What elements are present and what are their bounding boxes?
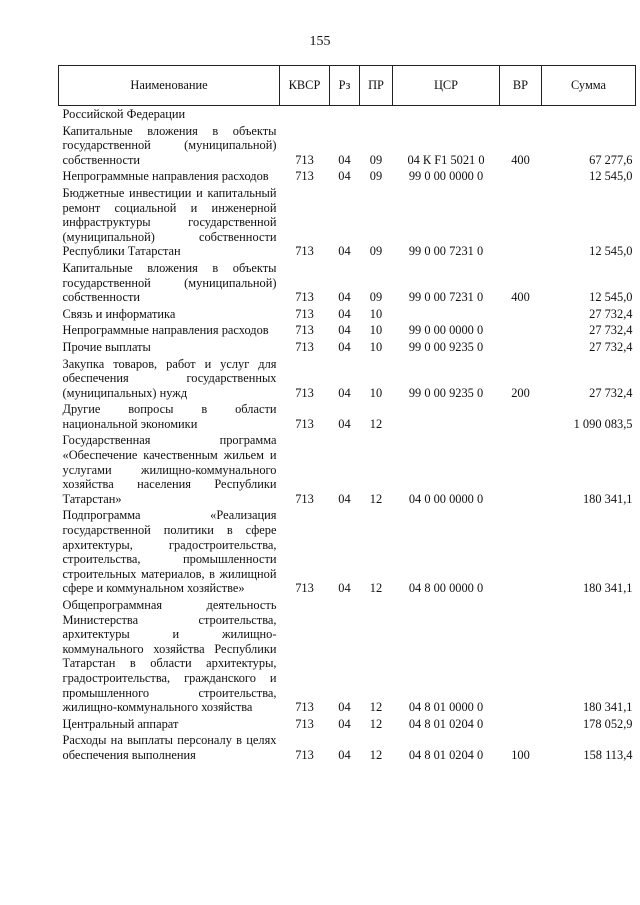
cell-rz: 04 [338, 339, 351, 354]
cell-kvsr: 713 [295, 152, 314, 167]
cell-csr: 99 0 00 9235 0 [408, 385, 484, 400]
header-sum: Сумма [542, 66, 636, 106]
cell-rz: 04 [338, 416, 351, 431]
header-vr: ВР [500, 66, 542, 106]
table-row [59, 732, 636, 763]
cell-sum: 12 545,0 [589, 290, 633, 305]
table-row [59, 401, 636, 432]
table-row [59, 306, 636, 323]
cell-name: Центральный аппарат [62, 716, 179, 731]
cell-rz [330, 106, 360, 123]
cell-vr [500, 716, 542, 733]
cell-name: Расходы на выплаты персоналу в целях обеспечения выполнения [62, 733, 277, 762]
header-rz: Рз [330, 66, 360, 106]
cell-pr: 12 [369, 581, 383, 596]
cell-vr: 400 [511, 290, 530, 305]
cell-sum: 178 052,9 [582, 716, 633, 731]
header-kvsr: КВСР [280, 66, 330, 106]
table-body [59, 106, 636, 764]
cell-sum: 12 545,0 [589, 169, 633, 184]
cell-csr [393, 106, 500, 123]
cell-sum: 180 341,1 [582, 700, 633, 715]
cell-name: Подпрограмма «Реализация государственной политики в сфере архитектуры, градостроительства, строительства, промышленности строительных материалов, в жилищной сфере и коммунальном хозяйстве» [62, 508, 277, 596]
cell-pr: 09 [369, 169, 383, 184]
cell-sum: 27 732,4 [589, 339, 633, 354]
cell-kvsr: 713 [295, 747, 314, 762]
table-row [59, 123, 636, 169]
table-row [59, 716, 636, 733]
cell-rz: 04 [338, 716, 351, 731]
cell-vr [500, 306, 542, 323]
cell-vr [500, 432, 542, 507]
cell-name: Капитальные вложения в объекты государственной (муниципальной) собственности [62, 123, 277, 167]
cell-sum: 27 732,4 [589, 323, 633, 338]
table-row [59, 185, 636, 260]
cell-vr: 100 [511, 747, 530, 762]
cell-vr [500, 597, 542, 716]
cell-rz: 04 [338, 152, 351, 167]
cell-csr: 04 8 01 0000 0 [408, 700, 484, 715]
cell-rz: 04 [338, 290, 351, 305]
cell-rz: 04 [338, 700, 351, 715]
budget-table [58, 65, 636, 764]
cell-kvsr: 713 [295, 169, 314, 184]
cell-pr: 10 [369, 339, 383, 354]
cell-kvsr: 713 [295, 491, 314, 506]
cell-csr: 99 0 00 7231 0 [408, 244, 484, 259]
cell-vr: 200 [511, 385, 530, 400]
cell-pr: 12 [369, 747, 383, 762]
cell-csr: 04 8 00 0000 0 [408, 581, 484, 596]
cell-kvsr: 713 [295, 306, 314, 321]
cell-pr: 12 [369, 716, 383, 731]
cell-sum: 1 090 083,5 [573, 416, 633, 431]
cell-name: Непрограммные направления расходов [62, 169, 269, 184]
table-row [59, 322, 636, 339]
cell-name: Связь и информатика [62, 306, 176, 321]
cell-sum: 27 732,4 [589, 306, 633, 321]
cell-name: Прочие выплаты [62, 339, 151, 354]
table-row [59, 168, 636, 185]
header-pr: ПР [360, 66, 393, 106]
cell-sum: 12 545,0 [589, 244, 633, 259]
cell-vr [500, 401, 542, 432]
cell-sum [542, 106, 636, 123]
cell-kvsr: 713 [295, 290, 314, 305]
page-number: 155 [309, 34, 331, 49]
table-row [59, 507, 636, 597]
cell-name: Другие вопросы в области национальной экономики [62, 402, 277, 431]
cell-rz: 04 [338, 306, 351, 321]
cell-pr: 12 [369, 700, 383, 715]
cell-kvsr: 713 [295, 700, 314, 715]
table-row [59, 260, 636, 306]
cell-name: Государственная программа «Обеспечение качественным жильем и услугами жилищно-коммунального хозяйства населения Республики Татарстан» [62, 433, 277, 506]
cell-kvsr: 713 [295, 339, 314, 354]
cell-sum: 158 113,4 [583, 747, 633, 762]
cell-csr: 99 0 00 0000 0 [408, 323, 484, 338]
cell-csr: 04 8 01 0204 0 [408, 747, 484, 762]
cell-pr: 09 [369, 290, 383, 305]
cell-pr: 09 [369, 152, 383, 167]
cell-rz: 04 [338, 491, 351, 506]
cell-kvsr: 713 [295, 244, 314, 259]
cell-csr: 99 0 00 0000 0 [408, 169, 484, 184]
cell-kvsr [280, 106, 330, 123]
table-row [59, 339, 636, 356]
cell-name: Закупка товаров, работ и услуг для обеспечения государственных (муниципальных) нужд [62, 356, 277, 400]
cell-kvsr: 713 [295, 716, 314, 731]
cell-rz: 04 [338, 323, 351, 338]
cell-name: Российской Федерации [62, 107, 186, 121]
table-row [59, 597, 636, 716]
cell-csr: 99 0 00 9235 0 [408, 339, 484, 354]
cell-vr [500, 339, 542, 356]
cell-kvsr: 713 [295, 416, 314, 431]
cell-kvsr: 713 [295, 581, 314, 596]
cell-csr [393, 401, 500, 432]
cell-name: Общепрограммная деятельность Министерства строительства, архитектуры и жилищно-коммунального хозяйства Республики Татарстан в области архитектуры, градостроительства, гражданского и промышленного строительства, жилищно-коммунального хозяйства [62, 598, 277, 715]
cell-rz: 04 [338, 581, 351, 596]
table-header [59, 66, 636, 106]
table-row [59, 106, 636, 123]
cell-pr: 12 [369, 491, 383, 506]
header-csr: ЦСР [393, 66, 500, 106]
cell-csr [393, 306, 500, 323]
cell-rz: 04 [338, 747, 351, 762]
cell-name: Капитальные вложения в объекты государственной (муниципальной) собственности [62, 260, 277, 305]
cell-pr: 10 [369, 323, 383, 338]
cell-sum: 67 277,6 [589, 152, 633, 167]
cell-vr: 400 [511, 152, 530, 167]
cell-vr [500, 322, 542, 339]
cell-csr: 04 0 00 0000 0 [408, 491, 484, 506]
cell-kvsr: 713 [295, 385, 314, 400]
cell-sum: 180 341,1 [582, 491, 633, 506]
cell-vr [500, 168, 542, 185]
cell-pr: 10 [369, 385, 383, 400]
header-name: Наименование [59, 66, 280, 106]
cell-pr: 12 [369, 416, 383, 431]
cell-pr [360, 106, 393, 123]
cell-rz: 04 [338, 385, 351, 400]
cell-pr: 09 [369, 244, 383, 259]
cell-kvsr: 713 [295, 323, 314, 338]
cell-csr: 04 К F1 5021 0 [407, 152, 485, 167]
cell-rz: 04 [338, 169, 351, 184]
table-row [59, 356, 636, 402]
cell-csr: 99 0 00 7231 0 [408, 290, 484, 305]
table-row [59, 432, 636, 507]
cell-rz: 04 [338, 244, 351, 259]
cell-pr: 10 [369, 306, 383, 321]
cell-csr: 04 8 01 0204 0 [408, 716, 484, 731]
cell-vr [500, 185, 542, 260]
cell-name: Бюджетные инвестиции и капитальный ремонт социальной и инженерной инфраструктуры государственной (муниципальной) собственности Республики Татарстан [62, 185, 277, 259]
cell-vr [500, 507, 542, 597]
cell-sum: 27 732,4 [589, 385, 633, 400]
cell-vr [500, 106, 542, 123]
cell-name: Непрограммные направления расходов [62, 323, 269, 338]
cell-sum: 180 341,1 [582, 581, 633, 596]
